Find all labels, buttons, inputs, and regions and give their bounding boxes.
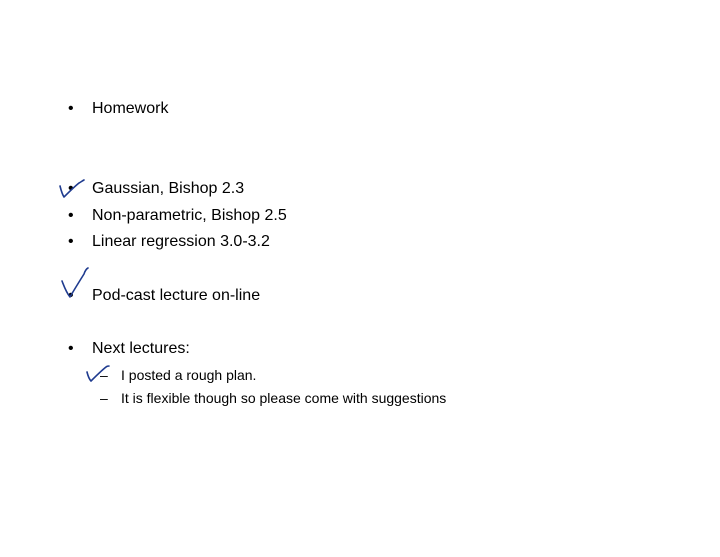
bullet-marker: • — [68, 233, 74, 250]
bullet-text: Pod-cast lecture on-line — [92, 287, 261, 304]
bullet-marker: • — [68, 207, 74, 224]
bullet-next-lectures — [68, 339, 190, 359]
bullet-linear-regression — [68, 232, 270, 252]
bullet-gaussian — [68, 179, 244, 199]
bullet-text: Linear regression 3.0-3.2 — [92, 233, 270, 250]
bullet-text: Next lectures: — [92, 340, 190, 357]
bullet-marker: • — [68, 287, 74, 304]
bullet-homework — [68, 99, 168, 119]
sub-bullet-text: I posted a rough plan. — [121, 367, 257, 383]
bullet-marker: • — [68, 100, 74, 117]
bullet-marker: • — [68, 180, 74, 197]
sub-bullet-text: It is flexible though so please come with suggestions — [121, 390, 447, 406]
bullet-text: Gaussian, Bishop 2.3 — [92, 180, 245, 197]
sub-bullet-rough-plan — [100, 366, 256, 384]
sub-bullet-marker: – — [100, 390, 108, 406]
bullet-podcast — [68, 286, 260, 306]
bullet-text: Homework — [92, 100, 169, 117]
sub-bullet-flexible — [100, 389, 446, 407]
sub-bullet-marker: – — [100, 367, 108, 383]
bullet-marker: • — [68, 340, 74, 357]
bullet-text: Non-parametric, Bishop 2.5 — [92, 207, 287, 224]
bullet-non-parametric — [68, 206, 287, 226]
